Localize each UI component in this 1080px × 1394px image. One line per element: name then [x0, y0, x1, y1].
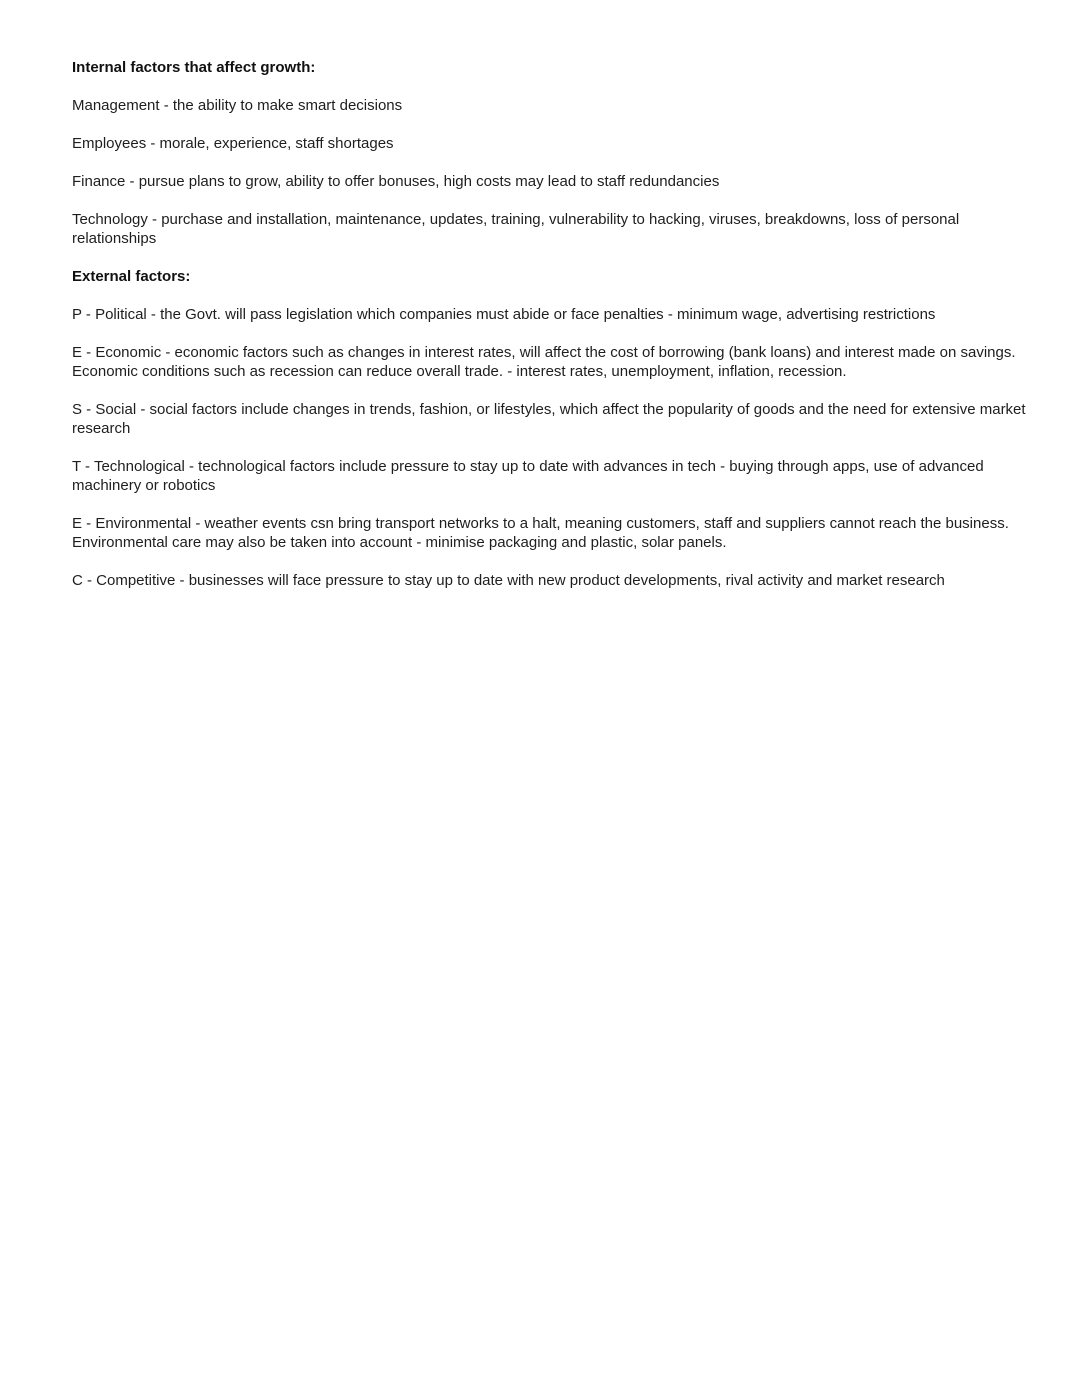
- external-item-competitive: C - Competitive - businesses will face pressure to stay up to date with new product developments, rival activity and market research: [72, 572, 945, 589]
- external-item-political: P - Political - the Govt. will pass legislation which companies must abide or face penalties - minimum wage, advertising restrictions: [72, 306, 936, 323]
- internal-factors-heading: Internal factors that affect growth:: [72, 59, 316, 76]
- external-item-technological: T - Technological - technological factors include pressure to stay up to date with advances in tech - buying through apps, use of advanced machinery or robotics: [72, 458, 984, 494]
- external-item-environmental: E - Environmental - weather events csn bring transport networks to a halt, meaning customers, staff and suppliers cannot reach the business. Environmental care may also be taken into account - minimise packaging and plastic, solar panels.: [72, 515, 1009, 551]
- internal-item-technology: Technology - purchase and installation, maintenance, updates, training, vulnerability to hacking, viruses, breakdowns, loss of personal relationships: [72, 211, 960, 247]
- document-page: [72, 58, 1032, 609]
- internal-item-management: Management - the ability to make smart decisions: [72, 97, 403, 114]
- external-item-economic: E - Economic - economic factors such as changes in interest rates, will affect the cost of borrowing (bank loans) and interest made on savings. Economic conditions such as recession can reduce overall trade. - interest rates, unemployment, inflation, recession.: [72, 344, 1016, 380]
- internal-item-employees: Employees - morale, experience, staff shortages: [72, 135, 394, 152]
- external-item-social: S - Social - social factors include changes in trends, fashion, or lifestyles, which affect the popularity of goods and the need for extensive market research: [72, 401, 1026, 437]
- external-factors-heading: External factors:: [72, 268, 191, 285]
- internal-item-finance: Finance - pursue plans to grow, ability to offer bonuses, high costs may lead to staff redundancies: [72, 173, 720, 190]
